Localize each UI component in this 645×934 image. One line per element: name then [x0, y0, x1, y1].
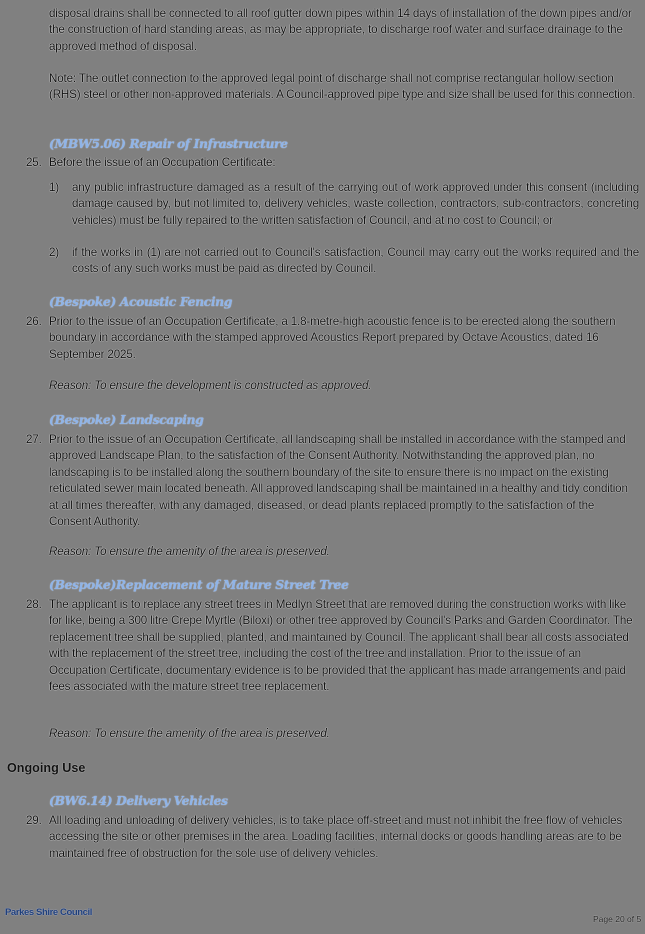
sub-item-text: any public infrastructure damaged as a result of the carrying out of work approved under this consent (including damage caused by, but not limited to, delivery vehicles, waste collection, contractors, sub-contractors, concreting vehicles) must be fully repaired to the written satisfaction of Council, and at no cost to Council; or	[72, 181, 639, 227]
sub-item	[49, 180, 639, 229]
reason-text: Reason: To ensure the amenity of the area is preserved.	[49, 727, 330, 740]
footer-page-number: Page 20 of 5	[593, 914, 642, 924]
condition-number: 25.	[26, 156, 42, 169]
note-paragraph: Note: The outlet connection to the approved legal point of discharge shall not comprise rectangular hollow section (RHS) steel or other non-approved materials. A Council-approved pipe type and size shall be used for this connection.	[49, 72, 636, 102]
condition-text: All loading and unloading of delivery vehicles, is to take place off-street and must not inhibit the free flow of vehicles accessing the site or other premises in the area. Loading facilities, internal docks or goods handling areas are to be maintained free of obstruction for the sole use of delivery vehicles.	[49, 814, 623, 860]
condition-heading: (Bespoke) Acoustic Fencing	[49, 294, 232, 309]
condition-number: 26.	[26, 315, 42, 328]
condition-number: 29.	[26, 814, 42, 827]
condition-heading: (MBW5.06) Repair of Infrastructure	[49, 136, 288, 151]
condition-heading: (Bespoke)Replacement of Mature Street Tree	[49, 577, 349, 592]
condition-text: Prior to the issue of an Occupation Certificate, all landscaping shall be installed in accordance with the stamped and approved Landscape Plan, to the satisfaction of the Consent Authority. Notwithstanding the approved plan, no landscaping is to be installed along the southern boundary of the site to ensure there is no impact on the existing reticulated sewer main located beneath. All approved landscaping shall be maintained in a healthy and tidy condition at all times thereafter, with any damaged, diseased, or dead plants replaced promptly to the satisfaction of the Consent Authority.	[49, 433, 628, 529]
sub-item	[49, 245, 639, 278]
section-title: Ongoing Use	[7, 761, 86, 775]
condition-item	[26, 813, 639, 862]
sub-item-number: 2)	[49, 246, 60, 259]
condition-item	[26, 314, 639, 363]
sub-item-number: 1)	[49, 181, 60, 194]
condition-number: 27.	[26, 433, 42, 446]
sub-item-text: if the works in (1) are not carried out to Council's satisfaction, Council may carry out the works required and the costs of any such works must be paid as directed by Council.	[72, 246, 639, 276]
condition-item	[26, 597, 639, 695]
condition-heading: (Bespoke) Landscaping	[49, 412, 204, 427]
reason-text: Reason: To ensure the development is constructed as approved.	[49, 379, 372, 392]
reason-text: Reason: To ensure the amenity of the area is preserved.	[49, 545, 330, 558]
condition-heading: (BW6.14) Delivery Vehicles	[49, 793, 228, 808]
condition-item	[26, 155, 639, 171]
condition-text: Before the issue of an Occupation Certificate:	[49, 156, 276, 169]
footer-organisation: Parkes Shire Council	[5, 907, 93, 918]
intro-paragraph: disposal drains shall be connected to all roof gutter down pipes within 14 days of installation of the down pipes and/or the construction of hard standing areas, as may be appropriate, to discharge roof water and surface drainage to the approved method of disposal.	[49, 7, 632, 53]
condition-text: The applicant is to replace any street trees in Medlyn Street that are removed during the construction works with like for like, being a 300 litre Crepe Myrtle (Biloxi) or other tree approved by Council's Parks and Garden Coordinator. The replacement tree shall be supplied, planted, and maintained by Council. The applicant shall bear all costs associated with the replacement of the street tree, including the cost of the tree and installation. Prior to the issue of an Occupation Certificate, documentary evidence is to be provided that the applicant has made arrangements and paid fees associated with the mature street tree replacement.	[49, 598, 633, 694]
condition-item	[26, 432, 639, 530]
condition-text: Prior to the issue of an Occupation Certificate, a 1.8-metre-high acoustic fence is to be erected along the southern boundary in accordance with the stamped approved Acoustics Report prepared by Octave Acoustics, dated 16 September 2025.	[49, 315, 616, 361]
condition-number: 28.	[26, 598, 42, 611]
